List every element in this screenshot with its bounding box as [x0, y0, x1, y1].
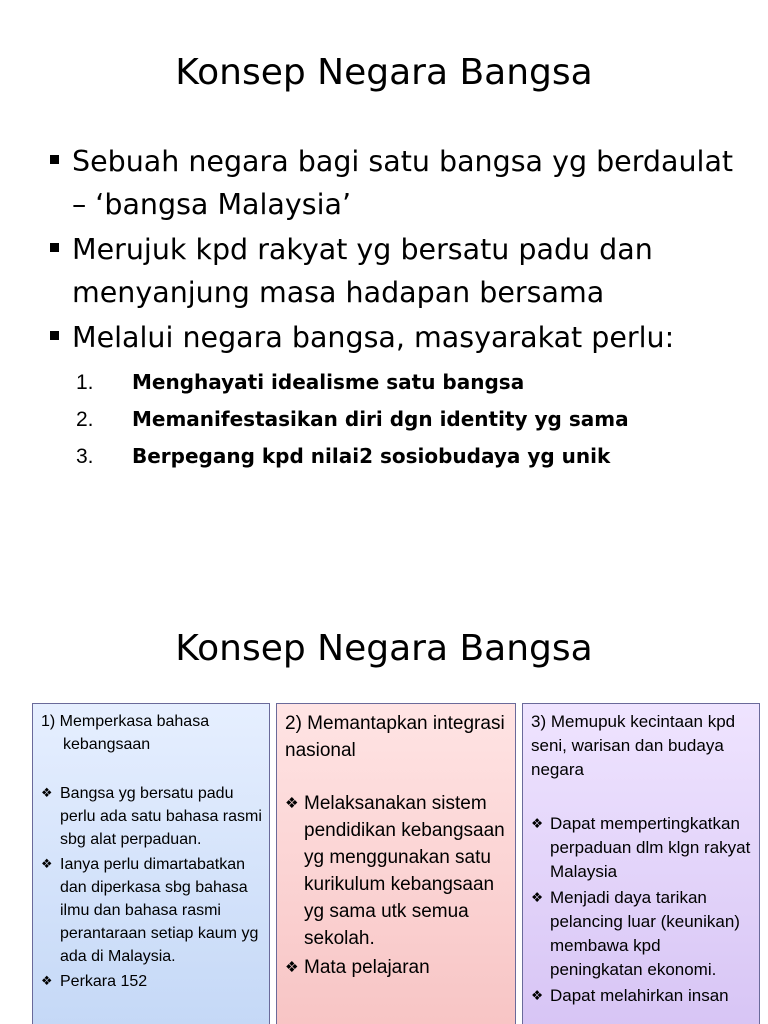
square-bullet-icon	[50, 155, 59, 164]
bullet-item: Melalui negara bangsa, masyarakat perlu:	[44, 316, 744, 359]
list-item: ❖ Dapat mempertingkatkan perpaduan dlm klgn rakyat Malaysia	[531, 814, 751, 881]
diamond-bullet-icon: ❖	[531, 816, 544, 832]
square-bullet-icon	[50, 331, 59, 340]
diamond-bullet-icon: ❖	[285, 958, 299, 976]
bullet-item: Merujuk kpd rakyat yg bersatu padu dan menyanjung masa hadapan bersama	[44, 228, 744, 314]
diamond-bullet-icon: ❖	[41, 857, 53, 872]
diamond-bullet-icon: ❖	[41, 974, 53, 989]
slide-2	[0, 576, 768, 1024]
box-item-list	[531, 812, 753, 1008]
numbered-item: 2. Memanifestasikan diri dgn identity yg sama	[76, 407, 629, 431]
box-bahasa-kebangsaan	[32, 703, 270, 1024]
slide-2-title: Konsep Negara Bangsa	[175, 628, 593, 669]
list-item: ❖ Bangsa yg bersatu padu perlu ada satu bahasa rasmi sbg alat perpaduan.	[41, 782, 263, 851]
slide-1-title: Konsep Negara Bangsa	[175, 52, 593, 93]
list-item: ❖ Mata pelajaran	[285, 954, 509, 981]
numbered-list	[76, 364, 629, 475]
box-integrasi-nasional	[276, 703, 516, 1024]
numbered-item: 3. Berpegang kpd nilai2 sosiobudaya yg unik	[76, 444, 611, 468]
box-item-list	[285, 790, 509, 981]
square-bullet-icon	[50, 243, 59, 252]
diamond-bullet-icon: ❖	[285, 794, 299, 812]
diamond-bullet-icon: ❖	[531, 890, 544, 906]
main-bullet-list	[44, 140, 744, 361]
list-item: ❖ Perkara 152	[41, 970, 263, 993]
diamond-bullet-icon: ❖	[531, 988, 544, 1004]
list-item: ❖ Ianya perlu dimartabatkan dan diperkasa sbg bahasa ilmu dan bahasa rasmi perantaraan setiap kaum yg ada di Malaysia.	[41, 853, 263, 968]
box-heading: 2) Memantapkan integrasi nasional	[285, 713, 505, 761]
box-heading: 3) Memupuk kecintaan kpd seni, warisan dan budaya negara	[531, 712, 736, 779]
list-item: ❖ Melaksanakan sistem pendidikan kebangsaan yg menggunakan satu kurikulum kebangsaan yg sama utk semua sekolah.	[285, 790, 509, 952]
diamond-bullet-icon: ❖	[41, 786, 53, 801]
box-seni-warisan-budaya	[522, 703, 760, 1024]
box-heading: 1) Memperkasa bahasa kebangsaan	[41, 713, 210, 753]
bullet-item: Sebuah negara bagi satu bangsa yg berdaulat – ‘bangsa Malaysia’	[44, 140, 744, 226]
box-item-list	[41, 782, 263, 993]
numbered-item: 1. Menghayati idealisme satu bangsa	[76, 370, 525, 394]
list-item: ❖ Menjadi daya tarikan pelancing luar (keunikan) membawa kpd peningkatan ekonomi.	[531, 888, 740, 979]
list-item: ❖ Dapat melahirkan insan	[531, 984, 753, 1008]
